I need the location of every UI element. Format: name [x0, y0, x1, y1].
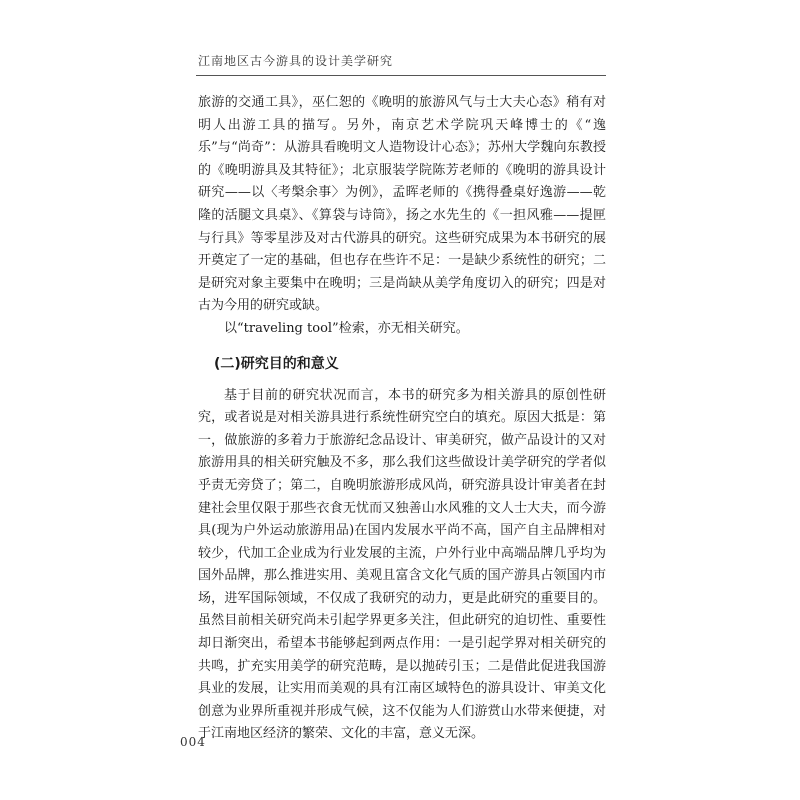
paragraph-search-note: 以“traveling tool”检索，亦无相关研究。	[224, 320, 469, 336]
paragraph-continued: 旅游的交通工具》，巫仁恕的《晚明的旅游风气与士大夫心态》稍有对明人出游工具的描写。另外，南京艺术学院巩天峰博士的《“逸乐”与“尚奇”：从游具看晚明文人造物设计心态》；苏州大学魏向东教授的《晚明游具及其特征》；北京服装学院陈芳老师的《晚明的游具设计研究——以〈考槃余事〉为例》，孟晖老师的《携得叠桌好逸游——乾隆的活腿文具桌》、《算袋与诗筒》，扬之水先生的《一担风雅——提匣与行具》等零星涉及对古代游具的研究。这些研究成果为本书研究的展开奠定了一定的基础，但也存在些许不足：一是缺少系统性的研究；二是研究对象主要集中在晚明；三是尚缺从美学角度切入的研究；四是对古为今用的研究或缺。	[198, 95, 606, 314]
header-rule	[196, 75, 606, 76]
running-header: 江南地区古今游具的设计美学研究	[198, 54, 394, 68]
body-text	[198, 92, 606, 746]
page-number: 004	[180, 735, 206, 749]
section-heading: (二)研究目的和意义	[214, 355, 339, 372]
paragraph-purpose: 基于目前的研究状况而言，本书的研究多为相关游具的原创性研究，或者说是对相关游具进行系统性研究空白的填充。原因大抵是：第一，做旅游的多着力于旅游纪念品设计、审美研究，做产品设计的又对旅游用具的相关研究触及不多，那么我们这些做设计美学研究的学者似乎责无旁贷了；第二，自晚明旅游形成风尚，研究游具设计审美者在封建社会里仅限于那些衣食无忧而又独善山水风雅的文人士大夫，而今游具(现为户外运动旅游用品)在国内发展水平尚不高，国产自主品牌相对较少，代加工企业成为行业发展的主流，户外行业中高端品牌几乎均为国外品牌，那么推进实用、美观且富含文化气质的国产游具占领国内市场，进军国际领域，不仅成了我研究的动力，更是此研究的重要目的。虽然目前相关研究尚未引起学界更多关注，但此研究的迫切性、重要性却日渐突出，希望本书能够起到两点作用：一是引起学界对相关研究的共鸣，扩充实用美学的研究范畴，是以抛砖引玉；二是借此促进我国游具业的发展，让实用而美观的具有江南区域特色的游具设计、审美文化创意为业界所重视并形成气候，这不仅能为人们游赏山水带来便捷，对于江南地区经济的繁荣、文化的丰富，意义无深。	[198, 387, 606, 742]
